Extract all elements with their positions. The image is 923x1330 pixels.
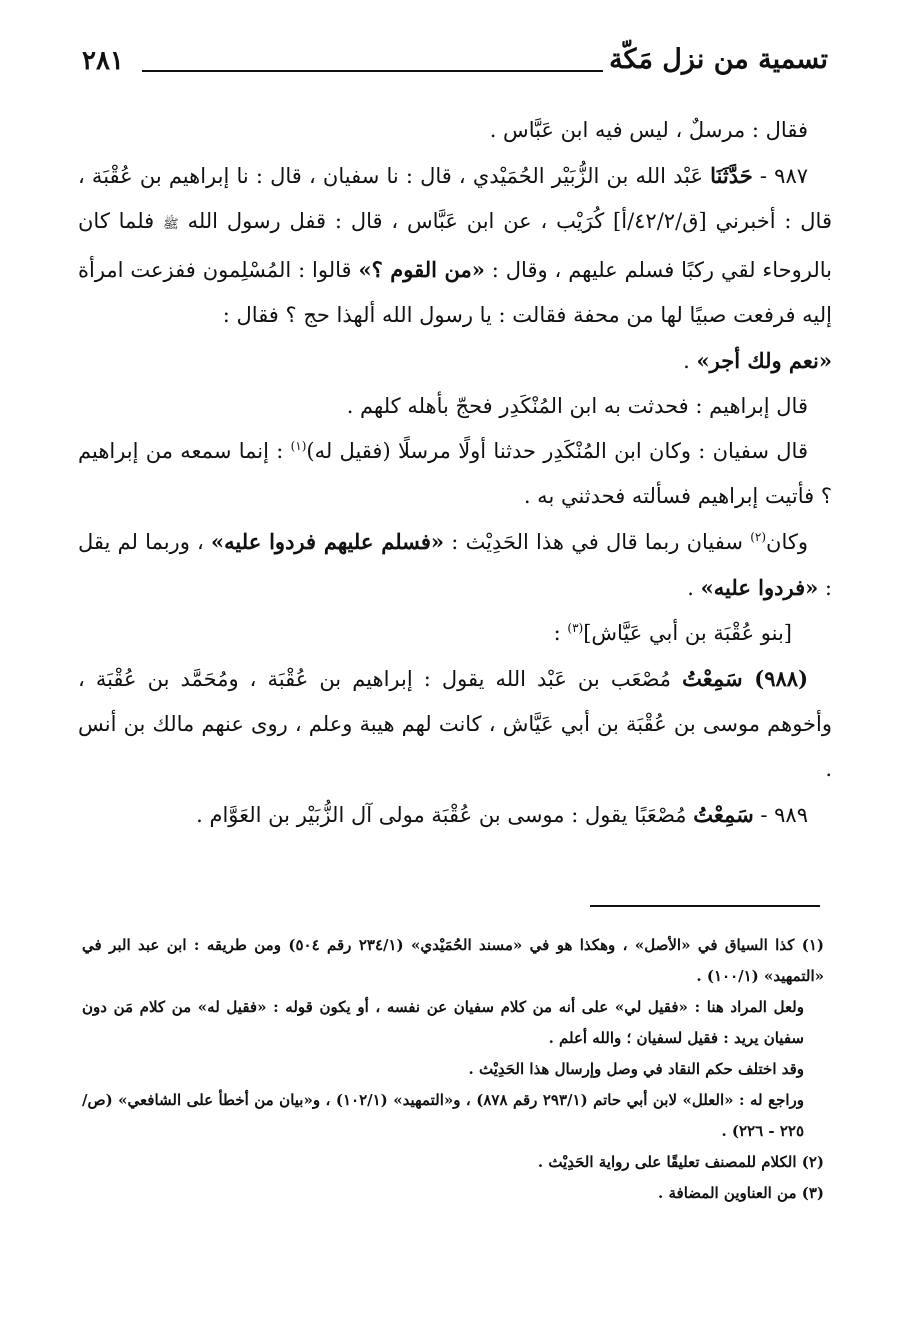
footnote-ref-2[interactable]: (٢) [750,530,767,544]
hadith-988 [78,656,832,792]
text-run: قالوا : المُسْلِمون ففزعت امرأة إليه فرفعت صبيًا لها من محفة فقالت : يا رسول الله ألهذا حج ؟ فقال : [78,258,832,327]
hadith-number: ٩٨٧ - [752,164,809,188]
paragraph-opening [78,108,832,153]
section-heading [78,611,832,656]
hadith-number: (٩٨٨) [742,666,809,691]
footnote-separator [590,905,820,907]
hadith-987 [78,153,832,384]
quoted-speech: «فردوا عليه» [700,575,819,600]
text-run: قال إبراهيم : فحدثت به ابن المُنْكَدِر فحجّ بأهله كلهم . [346,394,808,418]
footnote-1-continued: ولعل المراد هنا : «فقيل لي» على أنه من كلام سفيان عن نفسه ، أو يكون قوله : «فقيل له» من كلام مَن دون سفيان يريد : فقيل لسفيان ؛ والله أعلم . [82,998,804,1047]
footnote-2: (٢) الكلام للمصنف تعليقًا على رواية الحَدِيْث . [537,1153,824,1171]
text-run: مُصْعَبًا يقول : موسى بن عُقْبَة مولى آل الزُّبَيْر بن العَوَّام . [196,803,694,827]
text-run: مُصْعَب بن عَبْد الله يقول : إبراهيم بن عُقْبَة ، ومُحَمَّد بن عُقْبَة ، وأخوهم موسى بن عُقْبَة بن أبي عَيَّاش ، كانت لهم هيبة وعلم ، روى عنهم مالك بن أنس . [78,667,832,781]
text-run: ، وربما لم يقل : [78,530,832,600]
running-title: تسمية من نزل مَكّة [609,44,828,75]
page-header [82,42,828,88]
hadith-number: ٩٨٩ - [753,803,808,827]
text-run: وكان [766,530,808,554]
heading-text: [بنو عُقْبَة بن أبي عَيَّاش] [583,621,792,645]
footnote-3: (٣) من العناوين المضافة . [658,1184,824,1202]
quoted-speech: «فسلم عليهم فردوا عليه» [211,529,445,554]
paragraph-ibrahim [78,384,832,429]
text-run: . [687,576,701,600]
hadith-989 [78,792,832,838]
footnote-ref-3[interactable]: (٣) [567,621,584,635]
footnote-1: (١) كذا السياق في «الأصل» ، وهكذا هو في «مسند الحُمَيْدي» (٢٣٤/١ رقم ٥٠٤) ومن طريقه : ابن عبد البر في «التمهيد» (١٠٠/١) . [82,936,825,985]
text-run: فلما كان بالروحاء لقي ركبًا فسلم عليهم ، وقال : [78,209,832,282]
transmission-term: حَدَّثَنَا [710,163,753,188]
transmission-term: سَمِعْتُ [693,802,754,827]
text-run: فقال : مرسلٌ ، ليس فيه ابن عَبَّاس . [489,118,808,142]
paragraph-variant [78,519,832,611]
footnotes [82,930,824,1209]
header-rule [142,70,603,72]
text-run: سفيان ربما قال في هذا الحَدِيْث : [444,530,751,554]
text-run: : إنما سمعه من إبراهيم ؟ فأتيت إبراهيم فسألته فحدثني به . [78,439,832,508]
quoted-speech: «نعم ولك أجر» [696,348,832,373]
page-number: ٢٨١ [82,46,124,76]
text-run: قال سفيان : وكان ابن المُنْكَدِر حدثنا أولًا مرسلًا (فقيل له) [306,439,808,463]
footnote-1-continued: وراجع له : «العلل» لابن أبي حاتم (٢٩٣/١ رقم ٨٧٨) ، و«التمهيد» (١٠٢/١) ، و«بيان من أخطأ على الشافعي» (ص/٢٢٥ - ٢٢٦) . [82,1091,804,1140]
salutation-glyph: ﷺ [163,217,179,232]
text-run: : [553,621,568,645]
footnote-1-continued: وقد اختلف حكم النقاد في وصل وإرسال هذا الحَدِيْث . [468,1060,804,1078]
quoted-speech: «من القوم ؟» [358,257,485,282]
paragraph-sufyan [78,429,832,519]
main-text [78,108,832,838]
transmission-term: سَمِعْتُ [682,666,743,691]
text-run: . [683,349,697,373]
footnote-ref-1[interactable]: (١) [290,439,307,453]
text-run: عَبْد الله بن الزُّبَيْر الحُمَيْدي ، قال : نا سفيان ، قال : نا إبراهيم بن عُقْبَة ، قال : أخبرني [ق/٤٢/٢/أ] كُرَيْب ، عن ابن عَبَّاس ، قال : قفل رسول الله [78,164,832,233]
